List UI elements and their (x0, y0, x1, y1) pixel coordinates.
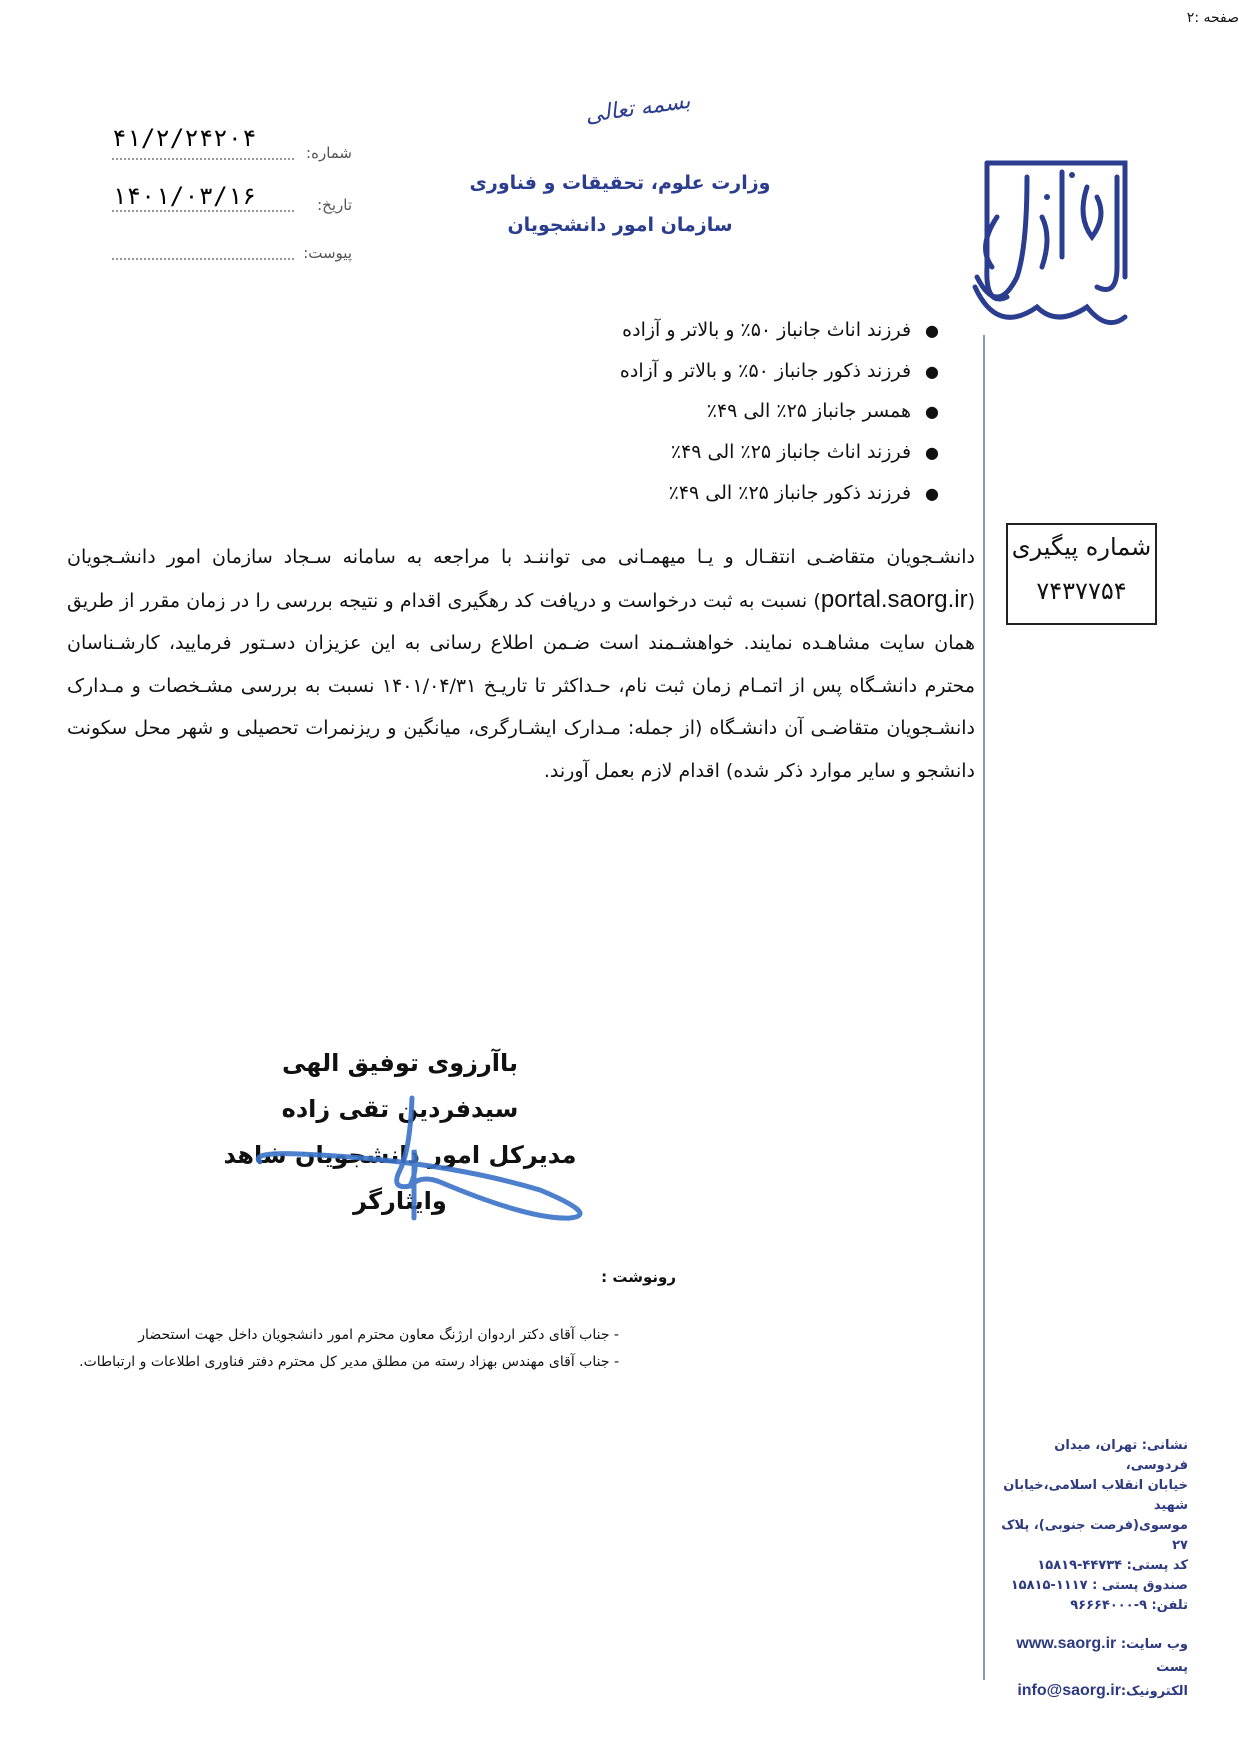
eligibility-list (620, 310, 939, 513)
body-text: ) نسبت به ثبت درخواست و دریافت کد رهگیری اقدام و نتیجه بررسی را در زمان مقرر از طریق همان سایت مشاهـده نمایند. خواهشـمند است ضـمن اطلاع رسانی به این عزیزان دسـتور فرمایید، کارشـناسان محترم دانشـگاه پس از اتمـام زمان ثبت نام، حـداکثر تا تاریـخ ۱۴۰۱/۰۴/۳۱ نسبت به بررسی مشـخصات و مـدارک دانشـجویان متقاضـی آن دانشـگاه (از جمله: مـدارک ایشـارگری، میانگین و ریزنمرات تحصیلی و شهر محل سکونت دانشجو و سایر موارد ذکر شده) اقدام لازم بعمل آورند. (67, 589, 975, 782)
organization-logo (967, 157, 1129, 335)
signatory-name: سیدفردین تقی زاده (281, 1095, 519, 1123)
dotted-line (112, 158, 294, 160)
list-item: ● فرزند اناث جانباز ۵۰٪ و بالاتر و آزاده (620, 310, 939, 351)
letter-number (112, 124, 352, 166)
phone: تلفن: ۹-۹۶۶۶۴۰۰۰ (1070, 1598, 1188, 1613)
margin-divider-line (983, 335, 985, 1680)
body-paragraph (67, 536, 975, 792)
letter-number-label: شماره: (306, 144, 352, 162)
address-line: موسوی(فرصت جنوبی)، پلاک ۲۷ (1001, 1518, 1188, 1553)
po-box: صندوق پستی : ۱۱۱۷-۱۵۸۱۵ (1010, 1578, 1188, 1593)
address-line: خیابان انقلاب اسلامی،خیابان شهید (1003, 1478, 1188, 1513)
letter-number-value: ۴۱/۲/۲۴۲۰۴ (112, 124, 257, 152)
ministry-name: وزارت علوم، تحقیقات و فناوری (469, 172, 771, 194)
tracking-label: شماره پیگیری (1011, 533, 1152, 561)
list-item: ● فرزند ذکور جانباز ۵۰٪ و بالاتر و آزاده (620, 351, 939, 392)
footer-address (993, 1436, 1188, 1616)
list-item: ● فرزند اناث جانباز ۲۵٪ الی ۴۹٪ (620, 432, 939, 473)
letterhead (440, 162, 800, 246)
page-number: صفحه :۲ (1186, 10, 1239, 26)
list-item: ● فرزند ذکور جانباز ۲۵٪ الی ۴۹٪ (620, 473, 939, 514)
letter-date (112, 182, 352, 218)
footer-contact (993, 1632, 1188, 1703)
signatory-title: مدیرکل امور دانشجویان شاهد وایثارگر (223, 1141, 577, 1215)
portal-link[interactable]: portal.saorg.ir (820, 585, 968, 613)
list-item: ● همسر جانباز ۲۵٪ الی ۴۹٪ (620, 391, 939, 432)
attachment-label: پیوست: (303, 244, 352, 262)
cc-item: - جناب آقای مهندس بهزاد رسته من مطلق مدیر کل محترم دفتر فناوری اطلاعات و ارتباطات. (79, 1354, 619, 1370)
email-label: پست الکترونیک: (1120, 1660, 1188, 1699)
letter-date-value: ۱۴۰۱/۰۳/۱۶ (112, 182, 257, 210)
postal-code: کد پستی: ۴۴۷۳۴-۱۵۸۱۹ (1037, 1558, 1188, 1573)
tracking-value: ۷۴۳۷۷۵۴ (1036, 577, 1127, 605)
body-text: دانشـجویان متقاضـی انتقـال و یـا میهمـانی می تواننـد با مراجعه به سامانه سـجاد سازمان امور دانشـجویان ( (67, 546, 975, 612)
address-line: نشانی: تهران، میدان فردوسی، (1054, 1438, 1188, 1473)
cc-list (79, 1322, 619, 1376)
cc-heading: رونوشت : (601, 1268, 676, 1286)
dotted-line (112, 258, 294, 260)
dotted-line (112, 210, 294, 212)
cc-item: - جناب آقای دکتر اردوان ارژنگ معاون محترم امور دانشجویان داخل جهت استحضار (138, 1327, 619, 1343)
email-link[interactable]: info@saorg.ir (1017, 1682, 1121, 1699)
bismillah-heading: بسمه تعالی (583, 88, 692, 129)
letter-date-label: تاریخ: (317, 196, 352, 214)
website-link[interactable]: www.saorg.ir (1016, 1635, 1117, 1652)
letter-attachment (112, 236, 352, 266)
handwritten-signature (240, 1090, 600, 1230)
tracking-number-box (1006, 523, 1157, 625)
closing-line: باآرزوی توفیق الهی (281, 1049, 519, 1077)
organization-name: سازمان امور دانشجویان (507, 214, 733, 236)
website-label: وب سایت: (1120, 1637, 1188, 1652)
